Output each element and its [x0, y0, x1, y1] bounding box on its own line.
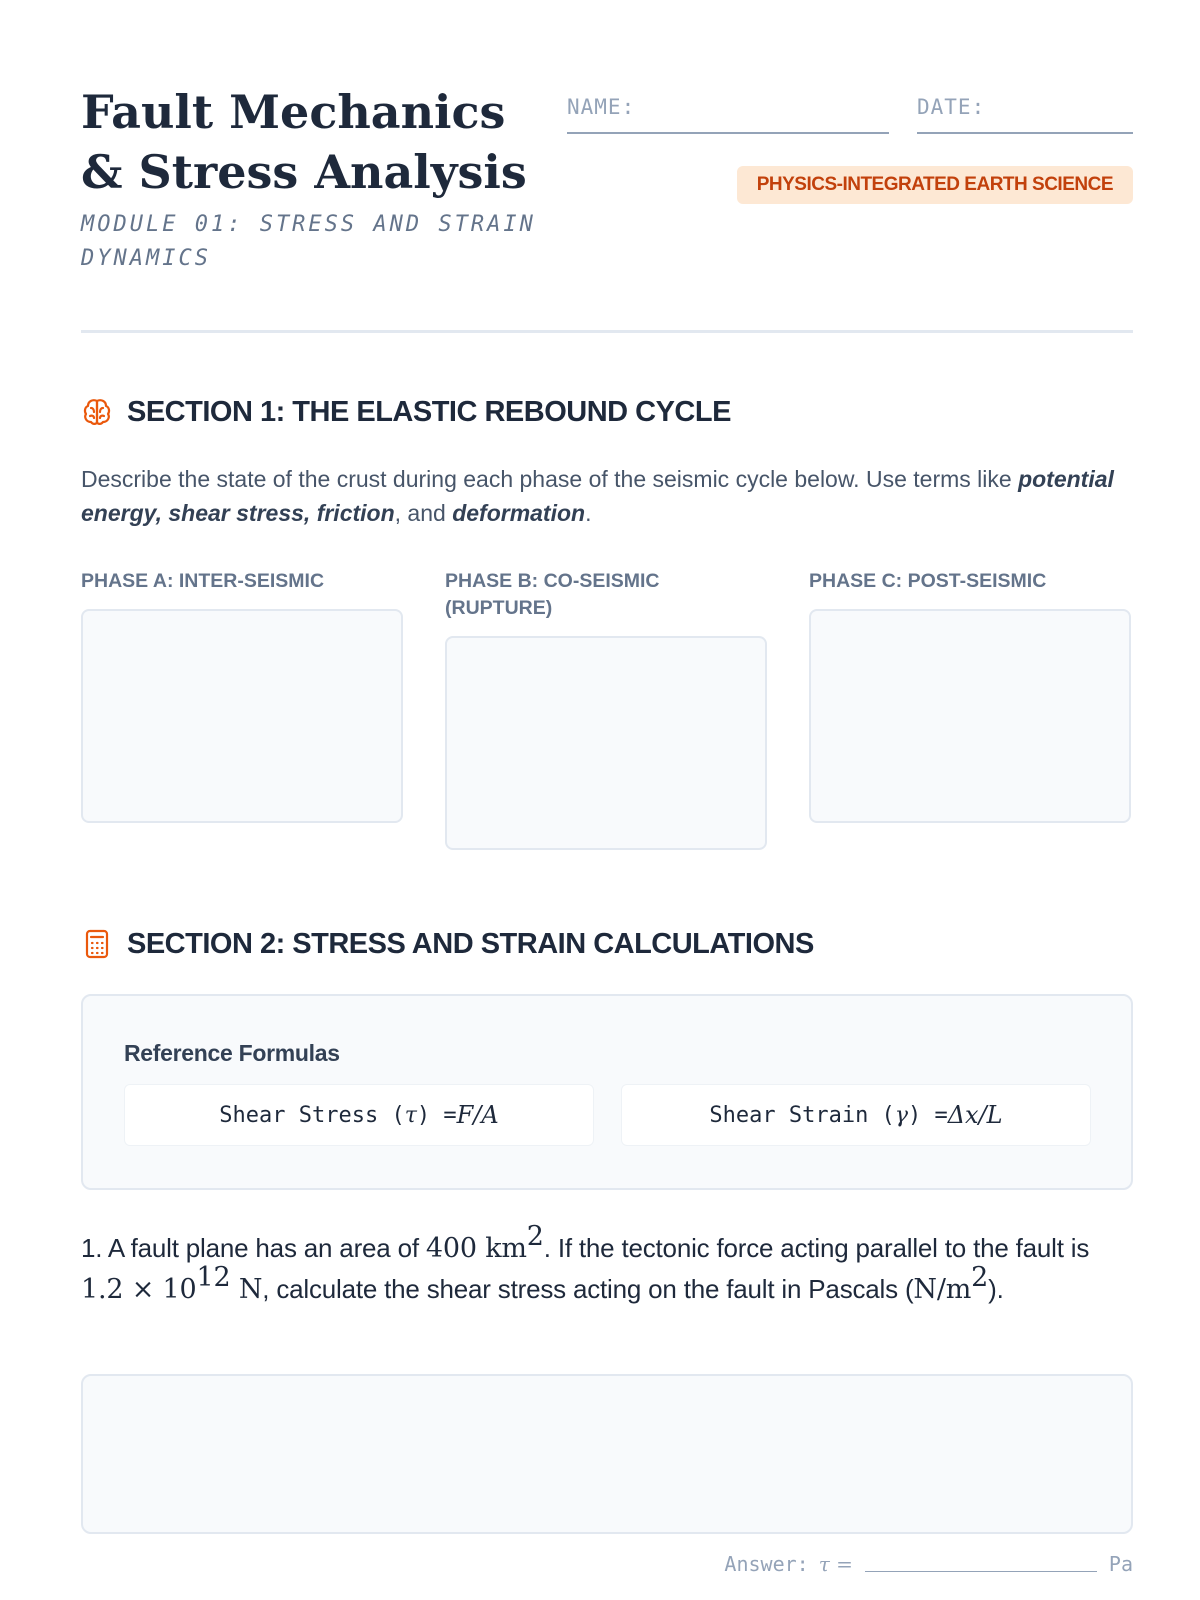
force-exponent: 12 — [196, 1262, 231, 1293]
question-1-work-box[interactable] — [81, 1374, 1133, 1534]
area-value: 400 km — [425, 1233, 527, 1264]
name-label: NAME: — [567, 95, 636, 119]
page-title: Fault Mechanics & Stress Analysis — [81, 85, 527, 199]
course-badge: PHYSICS-INTEGRATED EARTH SCIENCE — [737, 166, 1133, 204]
force-value: 1.2 × 10 — [81, 1274, 197, 1305]
phase-a-answer-box[interactable] — [81, 609, 403, 823]
formula-expression: Δx/L — [947, 1101, 1003, 1129]
phase-b — [445, 568, 767, 850]
reference-formulas-panel — [81, 994, 1133, 1190]
formula-equals: ) = — [416, 1102, 457, 1128]
term-potential-energy: potential energy — [81, 466, 1114, 526]
phase-b-answer-box[interactable] — [445, 636, 767, 850]
phase-b-label: PHASE B: CO-SEISMIC (RUPTURE) — [445, 570, 660, 619]
phase-a-label: PHASE A: INTER-SEISMIC — [81, 570, 325, 592]
instructions-lead: Describe the state of the crust during each phase of the seismic cycle below. Use terms like — [81, 466, 1019, 492]
stress-unit-exponent: 2 — [971, 1262, 989, 1293]
formula-expression: F/A — [456, 1101, 499, 1129]
header-divider — [81, 330, 1133, 333]
section-1-title: SECTION 1: THE ELASTIC REBOUND CYCLE — [127, 396, 731, 428]
section-2-heading — [81, 924, 814, 964]
question-text: ). — [988, 1274, 1004, 1304]
shear-strain-formula — [621, 1084, 1091, 1146]
area-exponent: 2 — [526, 1221, 544, 1252]
formula-label: Shear Stress ( — [219, 1102, 405, 1128]
question-1 — [81, 1221, 1133, 1310]
section-1-heading — [81, 392, 731, 432]
term-separator: , — [303, 500, 317, 526]
answer-symbol: τ = — [818, 1552, 853, 1576]
term-deformation: deformation — [452, 500, 586, 526]
worksheet-page — [81, 0, 1133, 1600]
section-1-instructions — [81, 462, 1133, 530]
answer-line — [724, 1546, 1133, 1576]
answer-blank[interactable] — [865, 1571, 1097, 1572]
formula-symbol: τ — [404, 1102, 417, 1128]
phase-c-label: PHASE C: POST-SEISMIC — [809, 570, 1047, 592]
question-text: A fault plane has an area of — [102, 1233, 426, 1263]
formula-equals: ) = — [907, 1102, 948, 1128]
phase-c — [809, 568, 1131, 823]
question-number: 1. — [81, 1233, 103, 1263]
phase-a — [81, 568, 403, 823]
shear-stress-formula — [124, 1084, 594, 1146]
section-2-title: SECTION 2: STRESS AND STRAIN CALCULATIONS — [127, 928, 814, 960]
formula-symbol: γ — [894, 1102, 908, 1128]
answer-unit: Pa — [1108, 1552, 1133, 1576]
date-label: DATE: — [917, 95, 986, 119]
formula-label: Shear Strain ( — [709, 1102, 895, 1128]
module-subtitle: MODULE 01: STRESS AND STRAIN DYNAMICS — [81, 212, 536, 271]
stress-unit: N/m — [913, 1274, 972, 1305]
term-separator: , — [155, 500, 169, 526]
phase-c-answer-box[interactable] — [809, 609, 1131, 823]
question-text: , calculate the shear stress acting on the fault in Pascals ( — [262, 1274, 914, 1304]
term-friction: friction — [316, 500, 395, 526]
name-field[interactable] — [567, 92, 889, 134]
answer-label: Answer: — [724, 1552, 809, 1576]
force-unit: N — [230, 1274, 263, 1305]
formulas-title: Reference Formulas — [124, 1040, 340, 1066]
date-field[interactable] — [917, 92, 1133, 134]
calculator-icon — [81, 928, 113, 960]
brain-icon — [81, 396, 113, 428]
term-shear-stress: shear stress — [168, 500, 304, 526]
question-text: . If the tectonic force acting parallel to the fault is — [543, 1233, 1090, 1263]
instructions-end: . — [585, 500, 592, 526]
term-separator: , and — [394, 500, 453, 526]
